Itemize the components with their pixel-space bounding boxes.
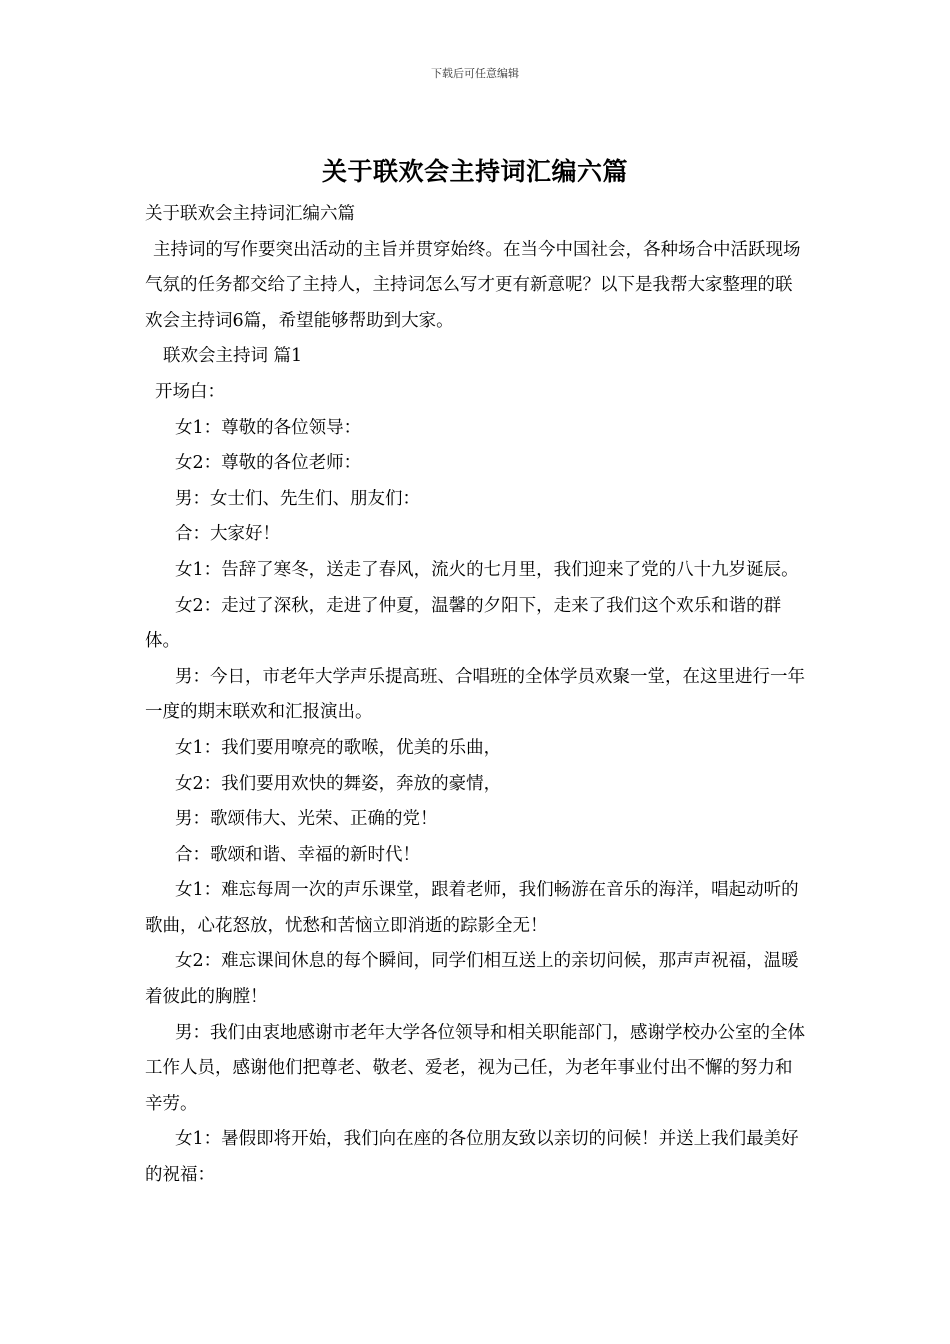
dialogue-line: 男：女士们、先生们、朋友们：: [175, 488, 420, 509]
dialogue-line: 女2：走过了深秋，走进了仲夏，温馨的夕阳下，走来了我们这个欢乐和谐的群体。: [145, 595, 782, 652]
intro-paragraph: 主持词的写作要突出活动的主旨并贯穿始终。在当今中国社会，各种场合中活跃现场气氛的任务都交给了主持人，主持词怎么写才更有新意呢？以下是我帮大家整理的联欢会主持词6篇，希望能够帮助到大家。: [145, 239, 801, 331]
dialogue-line: 女1：难忘每周一次的声乐课堂，跟着老师，我们畅游在音乐的海洋，唱起动听的歌曲，心花怒放，忧愁和苦恼立即消逝的踪影全无！: [145, 880, 799, 936]
section-heading: 联欢会主持词 篇1: [163, 346, 303, 367]
dialogue-line: 女1：告辞了寒冬，送走了春风，流火的七月里，我们迎来了党的八十九岁诞辰。: [175, 559, 799, 580]
dialogue-line: 女2：难忘课间休息的每个瞬间，同学们相互送上的亲切问候，那声声祝福，温暖着彼此的胸膛！: [145, 951, 799, 1008]
document-title: 关于联欢会主持词汇编六篇: [321, 157, 628, 186]
dialogue-line: 合：大家好！: [175, 524, 280, 545]
dialogue-line: 女2：尊敬的各位老师：: [175, 453, 362, 474]
opening-label: 开场白：: [155, 381, 225, 402]
dialogue-line: 合：歌颂和谐、幸福的新时代！: [175, 844, 420, 865]
document-body: [145, 197, 809, 1194]
header-note: 下载后可任意编辑: [431, 67, 519, 80]
dialogue-line: 女1：暑假即将开始，我们向在座的各位朋友致以亲切的问候！并送上我们最美好的祝福：: [145, 1129, 799, 1186]
subtitle-paragraph: 关于联欢会主持词汇编六篇: [145, 204, 355, 224]
dialogue-line: 男：我们由衷地感谢市老年大学各位领导和相关职能部门，感谢学校办公室的全体工作人员，感谢他们把尊老、敬老、爱老，视为己任，为老年事业付出不懈的努力和辛劳。: [145, 1022, 805, 1114]
dialogue-line: 男：今日，市老年大学声乐提高班、合唱班的全体学员欢聚一堂，在这里进行一年一度的期末联欢和汇报演出。: [145, 666, 805, 723]
dialogue-line: 女1：我们要用嘹亮的歌喉，优美的乐曲，: [175, 737, 502, 758]
dialogue-line: 男：歌颂伟大、光荣、正确的党！: [175, 809, 438, 830]
dialogue-line: 女1：尊敬的各位领导：: [175, 417, 362, 438]
dialogue-line: 女2：我们要用欢快的舞姿，奔放的豪情，: [175, 773, 502, 794]
